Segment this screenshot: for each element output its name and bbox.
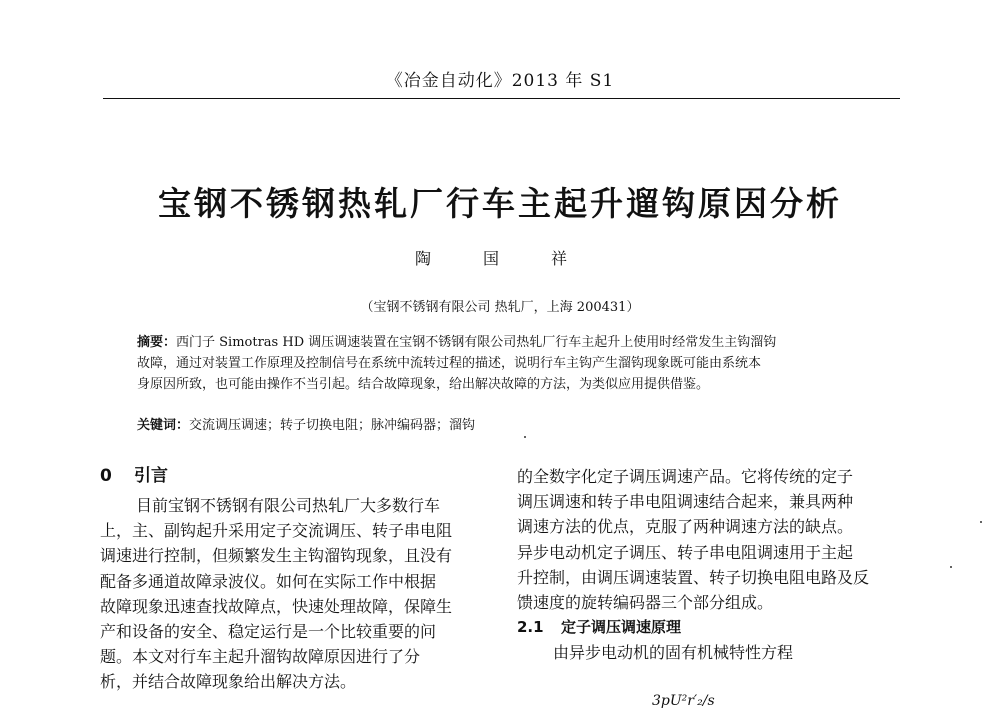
keywords <box>137 414 475 433</box>
paragraph-line: 配备多通道故障录波仪。如何在实际工作中根据 <box>100 571 437 591</box>
paragraph-line: 上，主、副钩起升采用定子交流调压、转子串电阻 <box>100 521 453 541</box>
paragraph-line: 调速进行控制，但频繁发生主钩溜钩现象，且没有 <box>100 546 453 566</box>
subsection-number: 2.1 <box>517 618 544 637</box>
keywords-text: 交流调压调速；转子切换电阻；脉冲编码器；溜钩 <box>189 418 476 433</box>
paragraph-line: 升控制，由调压调速装置、转子切换电阻电路及反 <box>517 567 870 587</box>
paragraph-line: 析，并结合故障现象给出解决方法。 <box>100 672 357 692</box>
header-rule <box>103 98 900 99</box>
paragraph-line: 目前宝钢不锈钢有限公司热轧厂大多数行车 <box>136 496 441 515</box>
abstract-line <box>137 332 865 353</box>
subsection-title: 定子调压调速原理 <box>561 618 682 637</box>
abstract-label: 摘要： <box>137 335 177 350</box>
author: 陶 国 祥 <box>414 249 585 268</box>
subsection-heading <box>517 615 902 640</box>
paragraph-line: 产和设备的安全、稳定运行是一个比较重要的问 <box>100 622 437 642</box>
running-header: 《冶金自动化》2013 年 S1 <box>385 71 615 91</box>
scan-speck <box>524 436 526 438</box>
abstract <box>137 332 865 395</box>
paragraph-line: 异步电动机定子调压、转子串电阻调速用于主起 <box>517 542 854 562</box>
section-number: 0 <box>100 466 112 486</box>
abstract-line: 故障，通过对装置工作原理及控制信号在系统中流转过程的描述，说明行车主钩产生溜钩现象既可能由系统本 <box>137 356 762 371</box>
paragraph-line: 调压调速和转子串电阻调速结合起来，兼具两种 <box>517 492 854 512</box>
abstract-line: 身原因所致，也可能由操作不当引起。结合故障现象，给出解决故障的方法，为类似应用提供借鉴。 <box>137 377 710 392</box>
left-column <box>100 464 483 695</box>
paragraph-line: 由异步电动机的固有机械特性方程 <box>553 643 794 663</box>
keywords-label: 关键词： <box>137 418 190 433</box>
scan-speck <box>950 566 952 568</box>
paragraph-line: 调速方法的优点，克服了两种调速方法的缺点。 <box>517 517 854 537</box>
formula-fragment: 3pU²r′₂/s <box>652 693 715 709</box>
affiliation: （宝钢不锈钢有限公司 热轧厂，上海 200431） <box>360 300 640 315</box>
scan-speck <box>980 521 982 523</box>
article-title: 宝钢不锈钢热轧厂行车主起升遛钩原因分析 <box>158 184 842 223</box>
paragraph-line: 故障现象迅速查找故障点，快速处理故障，保障生 <box>100 596 453 616</box>
paragraph-line: 馈速度的旋转编码器三个部分组成。 <box>517 593 774 613</box>
abstract-text: 西门子 Simotras HD 调压调速装置在宝钢不锈钢有限公司热轧厂行车主起升上使用时经常发生主钩溜钩 <box>176 335 777 350</box>
right-column <box>517 464 902 666</box>
section-heading <box>100 464 483 493</box>
section-title: 引言 <box>134 466 168 486</box>
paragraph-line: 的全数字化定子调压调速产品。它将传统的定子 <box>517 467 854 486</box>
paragraph-line: 题。本文对行车主起升溜钩故障原因进行了分 <box>100 647 421 667</box>
